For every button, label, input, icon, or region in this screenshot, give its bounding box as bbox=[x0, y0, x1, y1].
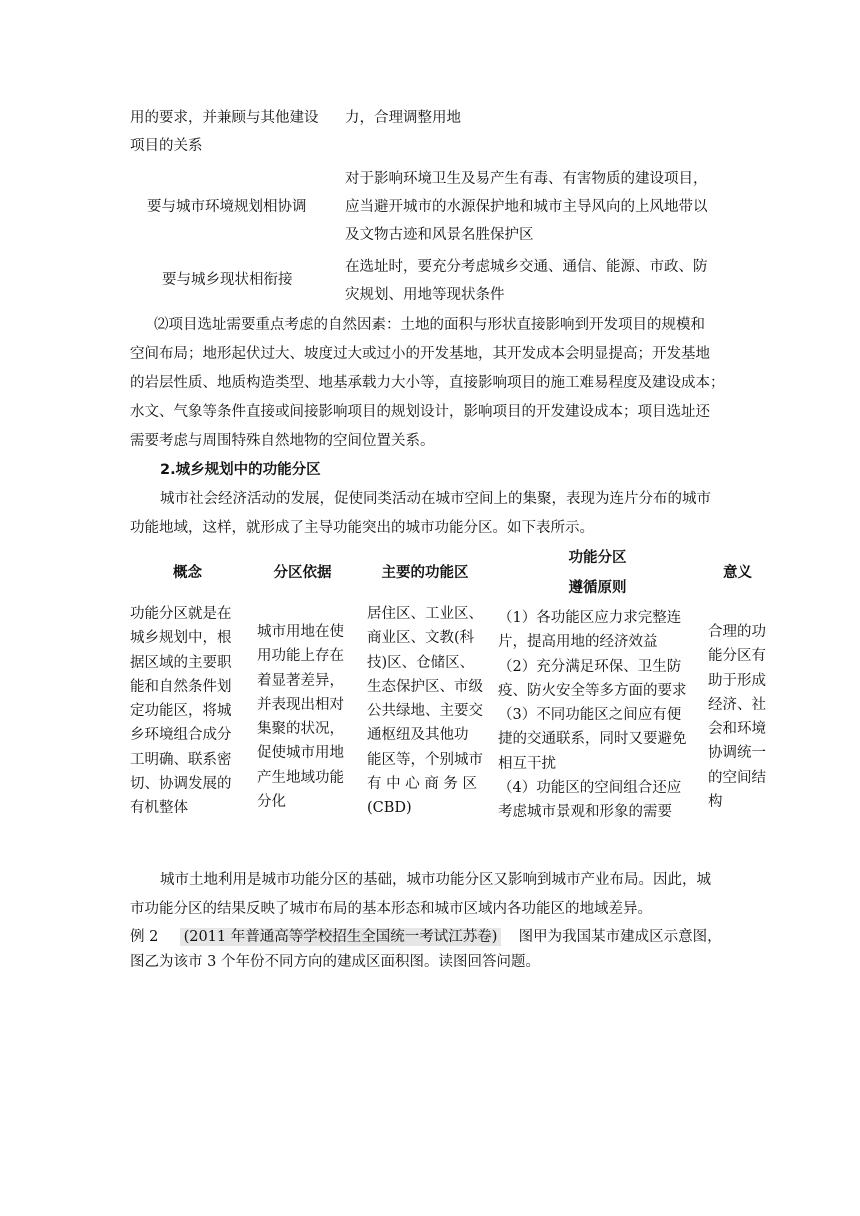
table2-concept-line: 城乡规划中，根 bbox=[130, 630, 232, 647]
table2-concept-line: 据区域的主要职 bbox=[130, 654, 232, 671]
table2-meaning-line: 协调统一 bbox=[708, 745, 766, 762]
table2-meaning-line: 构 bbox=[708, 794, 723, 811]
table2-basis-line: 产生地域功能 bbox=[257, 769, 344, 786]
table2-concept-line: 定功能区，将城 bbox=[130, 703, 232, 720]
table2-col-zones bbox=[367, 602, 483, 821]
table2-zones-line: 通枢纽及其他功 bbox=[367, 727, 469, 744]
table2-meaning-line: 合理的功 bbox=[708, 624, 766, 640]
paragraph-line: 的岩层性质、地质构造类型、地基承载力大小等，直接影响项目的施工难易程度及建设成本； bbox=[130, 375, 725, 391]
table2-principles-line: 疫、防火安全等多方面的要求 bbox=[498, 682, 687, 699]
table2-header-zones: 主要的功能区 bbox=[381, 565, 469, 581]
example-text-1: 图甲为我国某市建成区示意图， bbox=[518, 929, 722, 945]
paragraph-line: 空间布局；地形起伏过大、坡度过大或过小的开发基地，其开发成本会明显提高；开发基地 bbox=[130, 346, 710, 362]
paragraph-intro bbox=[130, 487, 735, 540]
table2-meaning-line: 会和环境 bbox=[708, 721, 766, 738]
table2-concept-line: 工明确、联系密 bbox=[130, 751, 232, 768]
example-text-2: 图乙为该市 3 个年份不同方向的建成区面积图。读图回答问题。 bbox=[130, 954, 540, 970]
table2-zones-line: 公共绿地、主要交 bbox=[367, 703, 483, 720]
paragraph-line: 城市社会经济活动的发展，促使同类活动在城市空间上的集聚，表现为连片分布的城市 bbox=[160, 491, 711, 507]
table2-concept-line: 乡环境组合成分 bbox=[130, 727, 232, 744]
paragraph-line: 需要考虑与周围特殊自然地物的空间位置关系。 bbox=[130, 433, 435, 449]
table1-row2-right-line: 应当避开城市的水源保护地和城市主导风向的上风地带以 bbox=[345, 199, 708, 215]
table2-concept-line: 切、协调发展的 bbox=[130, 776, 232, 793]
table2-zones-line: (CBD) bbox=[367, 800, 412, 817]
table2-basis-line: 并表现出相对 bbox=[257, 696, 344, 713]
table2-col-principles bbox=[498, 606, 687, 825]
table2-principles-line: （4）功能区的空间组合还应 bbox=[498, 780, 682, 797]
paragraph-natural-factors bbox=[130, 313, 735, 453]
table2-principles-line: （2）充分满足环保、卫生防 bbox=[498, 658, 682, 675]
table2-header-meaning: 意义 bbox=[723, 565, 752, 581]
table2-principles-line: 相互干扰 bbox=[498, 755, 556, 772]
table1-row3-left: 要与城乡现状相衔接 bbox=[162, 272, 293, 288]
table1-row2-right bbox=[345, 167, 708, 247]
paragraph-land-use bbox=[130, 868, 735, 921]
table2-concept-line: 功能分区就是在 bbox=[130, 606, 232, 622]
table1-row2-right-line: 及文物古迹和风景名胜保护区 bbox=[345, 227, 534, 243]
table2-header-principles-line1: 功能分区 bbox=[568, 550, 627, 566]
example-label: 例 2 bbox=[130, 929, 159, 945]
table2-meaning-line: 的空间结 bbox=[708, 769, 766, 786]
table2-concept-line: 有机整体 bbox=[130, 800, 188, 817]
table2-meaning-line: 能分区有 bbox=[708, 648, 766, 665]
table2-col-concept bbox=[130, 602, 232, 821]
table2-basis-line: 集聚的状况， bbox=[257, 721, 344, 738]
table1-row1-left-line: 项目的关系 bbox=[130, 138, 203, 154]
table2-col-basis bbox=[257, 620, 344, 814]
table2-principles-line: （3）不同功能区之间应有便 bbox=[498, 707, 682, 724]
table2-principles-line: （1）各功能区应力求完整连 bbox=[498, 610, 682, 626]
table1-row1-right: 力，合理调整用地 bbox=[345, 110, 461, 126]
table1-row3-right-line: 在选址时，要充分考虑城乡交通、通信、能源、市政、防 bbox=[345, 259, 708, 275]
table2-zones-line: 居住区、工业区、 bbox=[367, 606, 483, 622]
table2-header-basis: 分区依据 bbox=[273, 565, 332, 581]
paragraph-line: 城市土地利用是城市功能分区的基础，城市功能分区又影响到城市产业布局。因此，城 bbox=[160, 872, 711, 888]
section-heading: 2.城乡规划中的功能分区 bbox=[160, 462, 321, 478]
table2-basis-line: 用功能上存在 bbox=[257, 648, 344, 665]
table1-row1-left-line: 用的要求，并兼顾与其他建设 bbox=[130, 110, 319, 126]
table1-row2-left: 要与城市环境规划相协调 bbox=[147, 199, 307, 215]
paragraph-line: 水文、气象等条件直接或间接影响项目的规划设计，影响项目的开发建设成本；项目选址还 bbox=[130, 404, 710, 420]
paragraph-line: 功能地域，这样，就形成了主导功能突出的城市功能分区。如下表所示。 bbox=[130, 520, 594, 536]
table2-principles-line: 考虑城市景观和形象的需要 bbox=[498, 804, 672, 821]
table2-col-meaning bbox=[708, 620, 766, 814]
table1-row3-right bbox=[345, 255, 708, 307]
table1-row3-right-line: 灾规划、用地等现状条件 bbox=[345, 287, 505, 303]
table2-zones-line: 技)区、仓储区、 bbox=[367, 654, 475, 671]
table2-concept-line: 能和自然条件划 bbox=[130, 678, 232, 695]
table2-basis-line: 着显著差异， bbox=[257, 672, 344, 689]
table2-zones-line: 生态保护区、市级 bbox=[367, 678, 483, 695]
table2-basis-line: 城市用地在使 bbox=[257, 624, 344, 640]
table2-basis-line: 分化 bbox=[257, 794, 286, 811]
example-line-1 bbox=[130, 925, 722, 949]
table2-header-concept: 概念 bbox=[173, 565, 202, 581]
table2-header-principles bbox=[495, 546, 700, 600]
table2-zones-line: 有 中 心 商 务 区 bbox=[367, 776, 478, 793]
table2-principles-line: 捷的交通联系，同时又要避免 bbox=[498, 731, 687, 748]
example-source: (2011 年普通高等学校招生全国统一考试江苏卷) bbox=[180, 928, 502, 946]
table2-basis-line: 促使城市用地 bbox=[257, 745, 344, 762]
table2-meaning-line: 经济、社 bbox=[708, 696, 766, 713]
table2-header-principles-line2: 遵循原则 bbox=[568, 580, 627, 596]
table2-zones-line: 商业区、文教(科 bbox=[367, 630, 475, 647]
table1-row2-right-line: 对于影响环境卫生及易产生有毒、有害物质的建设项目， bbox=[345, 171, 708, 187]
paragraph-line: 市功能分区的结果反映了城市布局的基本形态和城市区域内各功能区的地域差异。 bbox=[130, 901, 652, 917]
table1-row1-left bbox=[130, 106, 319, 158]
paragraph-line: ⑵项目选址需要重点考虑的自然因素：土地的面积与形状直接影响到开发项目的规模和 bbox=[154, 317, 705, 333]
table2-meaning-line: 助于形成 bbox=[708, 672, 766, 689]
table2-zones-line: 能区等，个别城市 bbox=[367, 751, 483, 768]
table2-principles-line: 片，提高用地的经济效益 bbox=[498, 634, 658, 651]
